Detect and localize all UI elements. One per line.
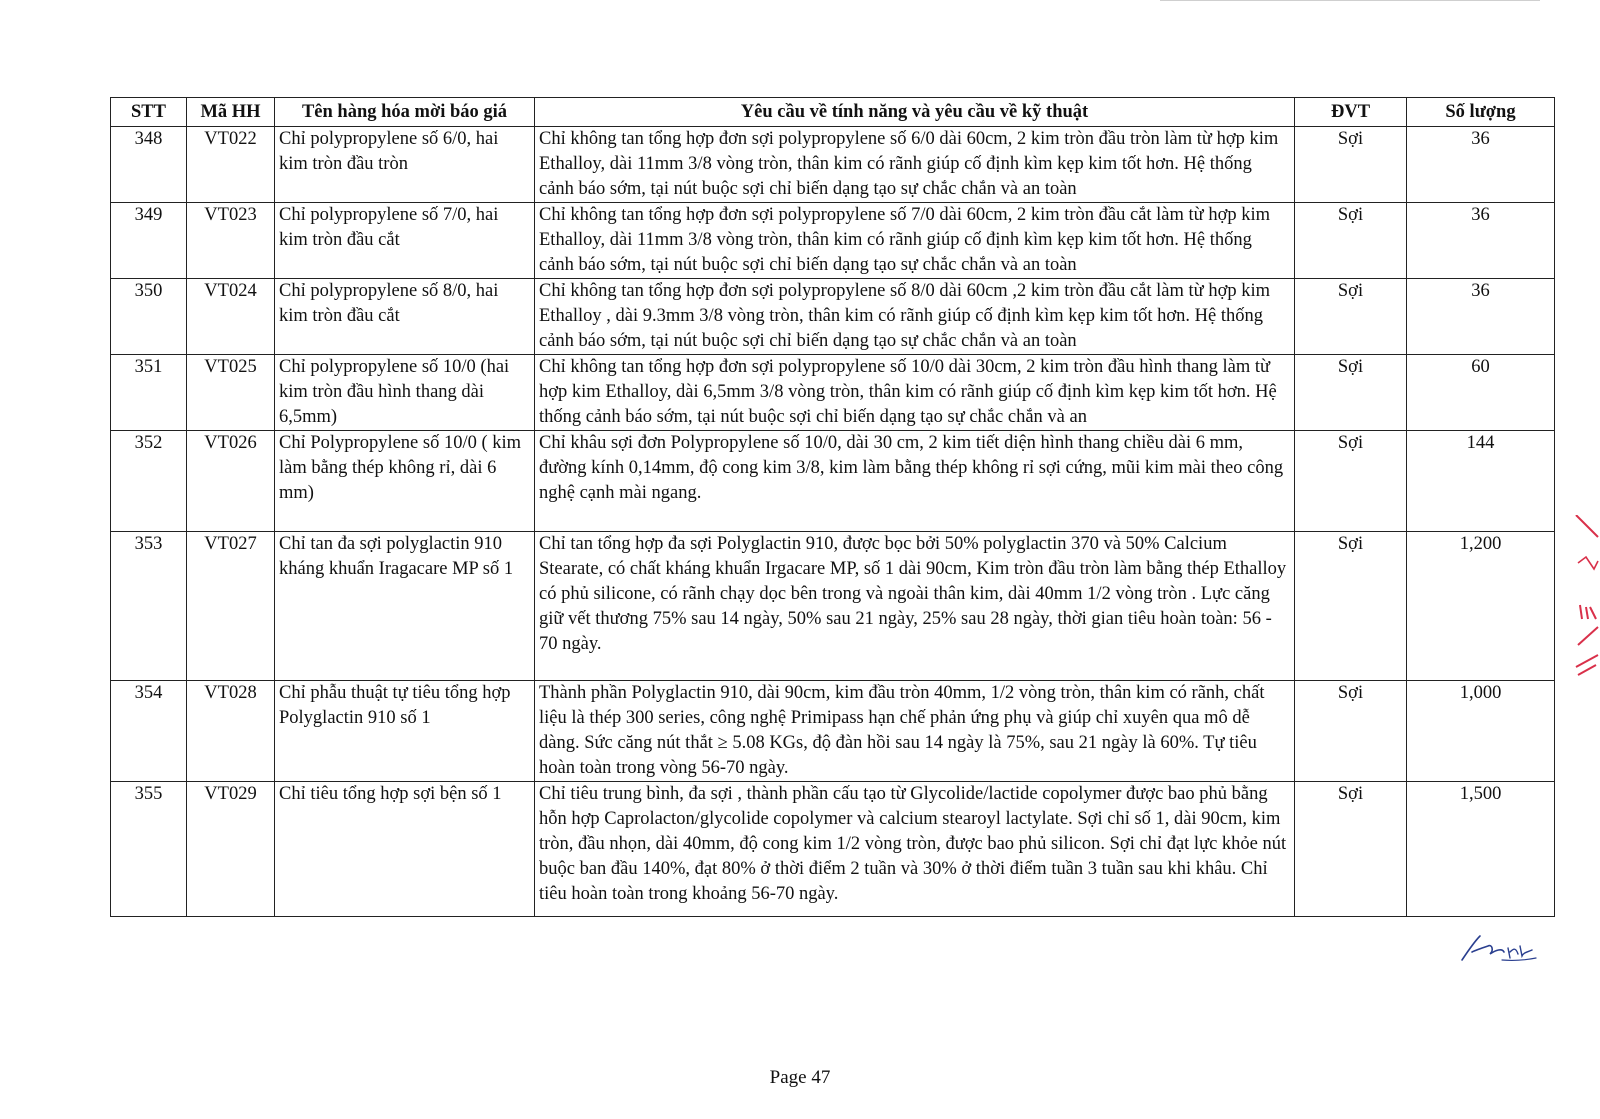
- cell-ma-hh: VT028: [187, 681, 275, 782]
- cell-ten: Chỉ Polypropylene số 10/0 ( kim làm bằng thép không rỉ, dài 6 mm): [275, 431, 535, 532]
- cell-ten: Chỉ polypropylene số 6/0, hai kim tròn đầu tròn: [275, 127, 535, 203]
- cell-yeu-cau: Thành phần Polyglactin 910, dài 90cm, kim đầu tròn 40mm, 1/2 vòng tròn, thân kim có rãnh, chất liệu là thép 300 series, công nghệ Primipass hạn chế phản ứng phụ và giúp chỉ xuyên qua mô dễ dàng. Sức căng nút thắt ≥ 5.08 KGs, độ đàn hồi sau 14 ngày là 75%, sau 21 ngày là 60%. Tự tiêu hoàn toàn trong vòng 56-70 ngày.: [535, 681, 1295, 782]
- cell-dvt: Sợi: [1295, 782, 1407, 917]
- cell-dvt: Sợi: [1295, 203, 1407, 279]
- cell-ma-hh: VT025: [187, 355, 275, 431]
- cell-stt: 354: [111, 681, 187, 782]
- cell-stt: 353: [111, 532, 187, 681]
- cell-so-luong: 1,000: [1407, 681, 1555, 782]
- header-dvt: ĐVT: [1295, 98, 1407, 127]
- top-edge-rule: [1160, 0, 1540, 1]
- cell-so-luong: 36: [1407, 279, 1555, 355]
- cell-yeu-cau: Chỉ không tan tổng hợp đơn sợi polypropylene số 6/0 dài 60cm, 2 kim tròn đầu tròn làm từ hợp kim Ethalloy, dài 11mm 3/8 vòng tròn, thân kim có rãnh giúp cố định kìm kẹp kim tốt hơn. Hệ thống cảnh báo sớm, tại nút buộc sợi chỉ biến dạng tạo sự chắc chắn và an toàn: [535, 127, 1295, 203]
- cell-ma-hh: VT029: [187, 782, 275, 917]
- handwritten-signature: [1458, 930, 1538, 970]
- cell-dvt: Sợi: [1295, 355, 1407, 431]
- cell-stt: 348: [111, 127, 187, 203]
- header-ten-hang-hoa: Tên hàng hóa mời báo giá: [275, 98, 535, 127]
- cell-yeu-cau: Chỉ không tan tổng hợp đơn sợi polypropylene số 8/0 dài 60cm ,2 kim tròn đầu cắt làm từ hợp kim Ethalloy , dài 9.3mm 3/8 vòng tròn, thân kim có rãnh giúp cố định kìm kẹp kim tốt hơn. Hệ thống cảnh báo sớm, tại nút buộc sợi chỉ biến dạng tạo sự chắc chắn và an toàn: [535, 279, 1295, 355]
- cell-yeu-cau: Chỉ tiêu trung bình, đa sợi , thành phần cấu tạo từ Glycolide/lactide copolymer được bao phủ bằng hỗn hợp Caprolacton/glycolide copolymer và calcium stearoyl lactylate. Sợi chỉ số 1, dài 90cm, kim tròn, đầu nhọn, dài 40mm, độ cong kim 1/2 vòng tròn, được bao phủ silicon. Sợi chỉ đạt lực khỏe nút buộc ban đầu 140%, đạt 80% ở thời điểm 2 tuần và 30% ở thời điểm tuần 3 tuần sau khi khâu. Chỉ tiêu hoàn toàn trong khoảng 56-70 ngày.: [535, 782, 1295, 917]
- cell-ten: Chỉ phẫu thuật tự tiêu tổng hợp Polyglactin 910 số 1: [275, 681, 535, 782]
- cell-so-luong: 144: [1407, 431, 1555, 532]
- header-so-luong: Số lượng: [1407, 98, 1555, 127]
- header-yeu-cau: Yêu cầu về tính năng và yêu cầu về kỹ thuật: [535, 98, 1295, 127]
- cell-so-luong: 1,200: [1407, 532, 1555, 681]
- cell-ten: Chỉ tan đa sợi polyglactin 910 kháng khuẩn Iragacare MP số 1: [275, 532, 535, 681]
- cell-yeu-cau: Chỉ không tan tổng hợp đơn sợi polypropylene số 7/0 dài 60cm, 2 kim tròn đầu cắt làm từ hợp kim Ethalloy, dài 11mm 3/8 vòng tròn, thân kim có rãnh giúp cố định kìm kẹp kim tốt hơn. Hệ thống cảnh báo sớm, tại nút buộc sợi chỉ biến dạng tạo sự chắc chắn và an toàn: [535, 203, 1295, 279]
- red-stamp-edge: [1572, 515, 1600, 685]
- cell-yeu-cau: Chỉ không tan tổng hợp đơn sợi polypropylene số 10/0 dài 30cm, 2 kim tròn đầu hình thang làm từ hợp kim Ethalloy, dài 6,5mm 3/8 vòng tròn, thân kim có rãnh giúp cố định kìm kẹp kim tốt hơn. Hệ thống cảnh báo sớm, tại nút buộc sợi chỉ biến dạng tạo sự chắc chắn và an: [535, 355, 1295, 431]
- cell-ma-hh: VT024: [187, 279, 275, 355]
- cell-ten: Chỉ polypropylene số 7/0, hai kim tròn đầu cắt: [275, 203, 535, 279]
- cell-so-luong: 60: [1407, 355, 1555, 431]
- cell-ten: Chỉ polypropylene số 8/0, hai kim tròn đầu cắt: [275, 279, 535, 355]
- cell-so-luong: 1,500: [1407, 782, 1555, 917]
- cell-ten: Chỉ tiêu tổng hợp sợi bện số 1: [275, 782, 535, 917]
- header-ma-hh: Mã HH: [187, 98, 275, 127]
- goods-table: [110, 97, 1555, 917]
- cell-stt: 352: [111, 431, 187, 532]
- cell-so-luong: 36: [1407, 203, 1555, 279]
- table-row: [111, 681, 1555, 782]
- table-row: [111, 279, 1555, 355]
- cell-dvt: Sợi: [1295, 279, 1407, 355]
- page-number: Page 47: [769, 1067, 831, 1088]
- cell-stt: 355: [111, 782, 187, 917]
- table-row: [111, 355, 1555, 431]
- table-row: [111, 431, 1555, 532]
- table-row: [111, 127, 1555, 203]
- cell-yeu-cau: Chỉ tan tổng hợp đa sợi Polyglactin 910, được bọc bởi 50% polyglactin 370 và 50% Calcium Stearate, có chất kháng khuẩn Irgacare MP, số 1 dài 90cm, Kim tròn đầu tròn làm bằng thép Ethalloy có phủ silicone, có rãnh chạy dọc bên trong và ngoài thân kim, dài 40mm 1/2 vòng tròn . Lực căng giữ vết thương 75% sau 14 ngày, 50% sau 21 ngày, 25% sau 28 ngày, thời gian tiêu hoàn toàn: 56 - 70 ngày.: [535, 532, 1295, 681]
- cell-dvt: Sợi: [1295, 127, 1407, 203]
- cell-so-luong: 36: [1407, 127, 1555, 203]
- table-row: [111, 782, 1555, 917]
- cell-yeu-cau: Chỉ khâu sợi đơn Polypropylene số 10/0, dài 30 cm, 2 kim tiết diện hình thang chiều dài 6 mm, đường kính 0,14mm, độ cong kim 3/8, kim làm bằng thép không rỉ sợi cứng, mũi kim mài theo công nghệ cạnh mài ngang.: [535, 431, 1295, 532]
- header-stt: STT: [111, 98, 187, 127]
- cell-ma-hh: VT023: [187, 203, 275, 279]
- table-row: [111, 203, 1555, 279]
- cell-dvt: Sợi: [1295, 681, 1407, 782]
- cell-stt: 349: [111, 203, 187, 279]
- table-header-row: [111, 98, 1555, 127]
- cell-ma-hh: VT022: [187, 127, 275, 203]
- cell-dvt: Sợi: [1295, 532, 1407, 681]
- cell-stt: 351: [111, 355, 187, 431]
- cell-ten: Chỉ polypropylene số 10/0 (hai kim tròn đầu hình thang dài 6,5mm): [275, 355, 535, 431]
- cell-ma-hh: VT027: [187, 532, 275, 681]
- cell-ma-hh: VT026: [187, 431, 275, 532]
- cell-stt: 350: [111, 279, 187, 355]
- table-row: [111, 532, 1555, 681]
- cell-dvt: Sợi: [1295, 431, 1407, 532]
